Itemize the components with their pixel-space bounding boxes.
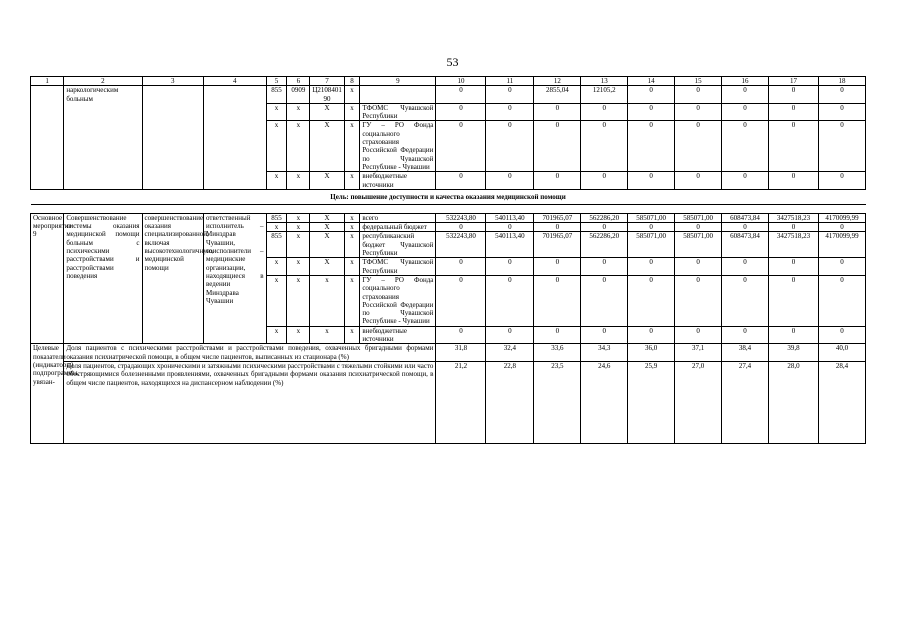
cell-value: 12105,2	[581, 86, 628, 104]
cell	[31, 86, 64, 190]
table-row	[31, 86, 866, 104]
cell-value: 0	[768, 223, 818, 232]
cell-value: 33,6	[534, 344, 581, 362]
cell-value: 0	[628, 172, 675, 190]
cell-value: 585071,00	[675, 232, 722, 258]
cell-value: 0	[436, 223, 486, 232]
cell-source: республиканский бюджет Чувашской Республики	[360, 232, 436, 258]
goal-row	[31, 189, 866, 204]
cell-value: 40,0	[818, 344, 865, 362]
cell-value: 0	[628, 121, 675, 172]
spacer	[31, 204, 866, 213]
indicator-row	[31, 344, 866, 362]
cell-value: 2855,04	[534, 86, 581, 104]
cell-source	[360, 86, 436, 104]
cell-value: 0	[534, 172, 581, 190]
col-num: 1	[31, 77, 64, 86]
cell-value: 25,9	[628, 361, 675, 443]
cell-value: 22,8	[486, 361, 534, 443]
cell-value: 0	[581, 326, 628, 344]
cell-value: 0	[675, 326, 722, 344]
cell-value: 0	[486, 121, 534, 172]
cell-value: 701965,07	[534, 213, 581, 222]
cell-value: 0	[818, 326, 865, 344]
cell-indicators-label: Целевые показатели (индикаторы) подпрограммы, увязан-	[31, 344, 64, 444]
cell-value: 562286,20	[581, 232, 628, 258]
cell-value: 0	[768, 172, 818, 190]
cell: Х	[310, 172, 344, 190]
cell: х	[287, 103, 310, 121]
cell-value: 0	[768, 258, 818, 276]
cell-value: 608473,84	[722, 232, 769, 258]
cell-value: 0	[534, 275, 581, 326]
cell: х	[287, 213, 310, 222]
cell-value: 0	[436, 258, 486, 276]
col-num: 9	[360, 77, 436, 86]
cell-value: 0	[534, 258, 581, 276]
cell: х	[287, 258, 310, 276]
cell-value: 0	[818, 103, 865, 121]
cell-value: 0	[486, 223, 534, 232]
cell-value: 0	[675, 103, 722, 121]
col-num: 17	[768, 77, 818, 86]
cell-value: 540113,40	[486, 232, 534, 258]
col-num: 4	[204, 77, 267, 86]
col-num: 3	[142, 77, 204, 86]
col-num: 18	[818, 77, 865, 86]
cell-indicator-text: Доля пациентов, страдающих хроническими и затяжными психическими расстройствами с тяжелыми стойкими или часто обостряющимися болезненными проявлениями, охваченных бригадными формами оказания психиатрической помощи, в общем числе пациентов, находящихся на диспансерном наблюдении (%)	[64, 361, 436, 443]
cell-source: всего	[360, 213, 436, 222]
cell-value: 38,4	[722, 344, 769, 362]
cell-value: 0	[818, 121, 865, 172]
cell-value: 0	[436, 326, 486, 344]
cell: Х	[310, 121, 344, 172]
cell: х	[287, 326, 310, 344]
indicator-row	[31, 361, 866, 443]
cell: х	[344, 232, 360, 258]
cell-value: 0	[722, 258, 769, 276]
cell: х	[266, 103, 287, 121]
cell: Х	[310, 103, 344, 121]
cell-value: 0	[818, 223, 865, 232]
cell: х	[344, 275, 360, 326]
cell-event-type: Основное мероприятие 9	[31, 213, 64, 343]
cell: х	[287, 232, 310, 258]
cell: х	[287, 275, 310, 326]
cell: х	[344, 103, 360, 121]
cell-indicator-text: Доля пациентов с психическими расстройствами и расстройствами поведения, охваченных бригадными формами оказания психиатрической помощи, в общем числе пациентов, выписанных из стационара (%)	[64, 344, 436, 362]
cell-source: ТФОМС Чувашской Республики	[360, 103, 436, 121]
cell-value: 0	[675, 172, 722, 190]
col-num: 14	[628, 77, 675, 86]
cell-value: 0	[768, 326, 818, 344]
cell-value: 0	[436, 172, 486, 190]
cell: х	[344, 326, 360, 344]
cell-source: ГУ – РО Фонда социального страхования Российской Федерации по Чувашской Республике - Чувашии	[360, 275, 436, 326]
cell-value: 0	[768, 121, 818, 172]
cell-value: 0	[486, 172, 534, 190]
goal-text: Цель: повышение доступности и качества оказания медицинской помощи	[31, 189, 866, 204]
cell-value: 0	[581, 223, 628, 232]
cell: х	[287, 223, 310, 232]
cell-value: 0	[768, 275, 818, 326]
cell: х	[344, 213, 360, 222]
cell-value: 0	[534, 223, 581, 232]
cell-value: 0	[581, 172, 628, 190]
col-num: 5	[266, 77, 287, 86]
cell-value: 0	[486, 275, 534, 326]
col-num: 8	[344, 77, 360, 86]
header-row	[31, 77, 866, 86]
cell-value: 0	[818, 275, 865, 326]
cell: 0909	[287, 86, 310, 104]
cell-value: 0	[818, 86, 865, 104]
cell-value: 562286,20	[581, 213, 628, 222]
cell: х	[266, 121, 287, 172]
cell: х	[266, 275, 287, 326]
col-num: 11	[486, 77, 534, 86]
cell-value: 36,0	[628, 344, 675, 362]
col-num: 12	[534, 77, 581, 86]
cell-source: ТФОМС Чувашской Республики	[360, 258, 436, 276]
cell-value: 0	[534, 121, 581, 172]
cell: 855	[266, 232, 287, 258]
table-row	[31, 213, 866, 222]
cell-value: 32,4	[486, 344, 534, 362]
col-num: 16	[722, 77, 769, 86]
cell: х	[310, 275, 344, 326]
cell-value: 701965,07	[534, 232, 581, 258]
cell: Х	[310, 213, 344, 222]
cell-value: 27,4	[722, 361, 769, 443]
cell-value: 0	[722, 86, 769, 104]
cell: Х	[310, 258, 344, 276]
cell-value: 0	[436, 275, 486, 326]
cell-value: 0	[628, 86, 675, 104]
col-num: 15	[675, 77, 722, 86]
cell-value: 532243,80	[436, 213, 486, 222]
cell-value: 0	[818, 172, 865, 190]
cell-value: 4170099,99	[818, 232, 865, 258]
col-num: 7	[310, 77, 344, 86]
cell-value: 0	[534, 326, 581, 344]
cell: 855	[266, 86, 287, 104]
cell: х	[266, 258, 287, 276]
cell-value: 21,2	[436, 361, 486, 443]
cell-value: 0	[628, 275, 675, 326]
cell-value: 0	[768, 103, 818, 121]
cell-source: внебюджетные источники	[360, 326, 436, 344]
cell-value: 0	[722, 103, 769, 121]
cell-value: 0	[722, 275, 769, 326]
cell-value: 23,5	[534, 361, 581, 443]
cell-value: 0	[818, 258, 865, 276]
spacer-row	[31, 204, 866, 213]
cell-value: 0	[675, 258, 722, 276]
cell-value: 0	[722, 121, 769, 172]
cell-value: 37,1	[675, 344, 722, 362]
cell	[204, 86, 267, 190]
cell-source: федеральный бюджет	[360, 223, 436, 232]
cell-value: 0	[581, 258, 628, 276]
cell-value: 3427518,23	[768, 213, 818, 222]
cell-value: 0	[436, 86, 486, 104]
cell-value: 0	[534, 103, 581, 121]
cell: х	[344, 121, 360, 172]
cell-value: 28,0	[768, 361, 818, 443]
cell-value: 0	[722, 223, 769, 232]
cell-value: 532243,80	[436, 232, 486, 258]
cell-source: ГУ – РО Фонда социального страхования Российской Федерации по Чувашской Республике - Чувашии	[360, 121, 436, 172]
cell: х	[344, 172, 360, 190]
cell: х	[266, 326, 287, 344]
cell-value: 540113,40	[486, 213, 534, 222]
col-num: 2	[64, 77, 142, 86]
cell-value: 0	[486, 258, 534, 276]
cell: Х	[310, 223, 344, 232]
cell-value: 0	[581, 275, 628, 326]
cell	[142, 86, 204, 190]
cell: х	[310, 326, 344, 344]
cell-value: 0	[436, 103, 486, 121]
cell-value: 0	[675, 223, 722, 232]
cell-value: 0	[628, 223, 675, 232]
cell-value: 0	[436, 121, 486, 172]
cell-value: 585071,00	[628, 213, 675, 222]
cell: х	[344, 258, 360, 276]
cell-event-name: Совершенствование системы оказания медицинской помощи больным с психическими расстройствами и расстройствами поведения	[64, 213, 142, 343]
cell-value: 34,3	[581, 344, 628, 362]
cell: х	[287, 121, 310, 172]
cell-value: 31,8	[436, 344, 486, 362]
cell-value: 0	[486, 86, 534, 104]
cell-value: 0	[722, 172, 769, 190]
cell-value: 24,6	[581, 361, 628, 443]
cell-value: 0	[486, 326, 534, 344]
cell-value: 585071,00	[628, 232, 675, 258]
cell-source: внебюджетные источники	[360, 172, 436, 190]
page-number: 53	[446, 55, 459, 69]
cell-value: 28,4	[818, 361, 865, 443]
cell-value: 27,0	[675, 361, 722, 443]
cell-value: 4170099,99	[818, 213, 865, 222]
cell-value: 0	[675, 275, 722, 326]
cell-value: 0	[581, 103, 628, 121]
cell-value: 0	[768, 86, 818, 104]
cell: х	[287, 172, 310, 190]
cell-value: 0	[675, 121, 722, 172]
cell-executor: ответственный исполнитель – Минздрав Чувашии, соисполнители – медицинские организации, находящиеся в ведении Минздрава Чувашии	[204, 213, 267, 343]
col-num: 6	[287, 77, 310, 86]
cell-value: 608473,84	[722, 213, 769, 222]
cell-event-goal: совершенствование оказания специализированной, включая высокотехнологичную, медицинской помощи	[142, 213, 204, 343]
cell-value: 0	[722, 326, 769, 344]
cell: х	[266, 223, 287, 232]
cell: х	[344, 223, 360, 232]
cell-value: 0	[581, 121, 628, 172]
cell-value: 0	[486, 103, 534, 121]
cell-value: 39,8	[768, 344, 818, 362]
col-num: 10	[436, 77, 486, 86]
cell-value: 0	[675, 86, 722, 104]
cell-value: 0	[628, 258, 675, 276]
cell: Х	[310, 232, 344, 258]
cell-value: 0	[628, 326, 675, 344]
cell-event-name: наркологическим больным	[64, 86, 142, 190]
col-num: 13	[581, 77, 628, 86]
cell-value: 3427518,23	[768, 232, 818, 258]
cell-value: 585071,00	[675, 213, 722, 222]
cell: х	[344, 86, 360, 104]
program-table	[30, 76, 866, 444]
cell: Ц2108401 90	[310, 86, 344, 104]
cell: х	[266, 172, 287, 190]
cell-value: 0	[628, 103, 675, 121]
cell: 855	[266, 213, 287, 222]
